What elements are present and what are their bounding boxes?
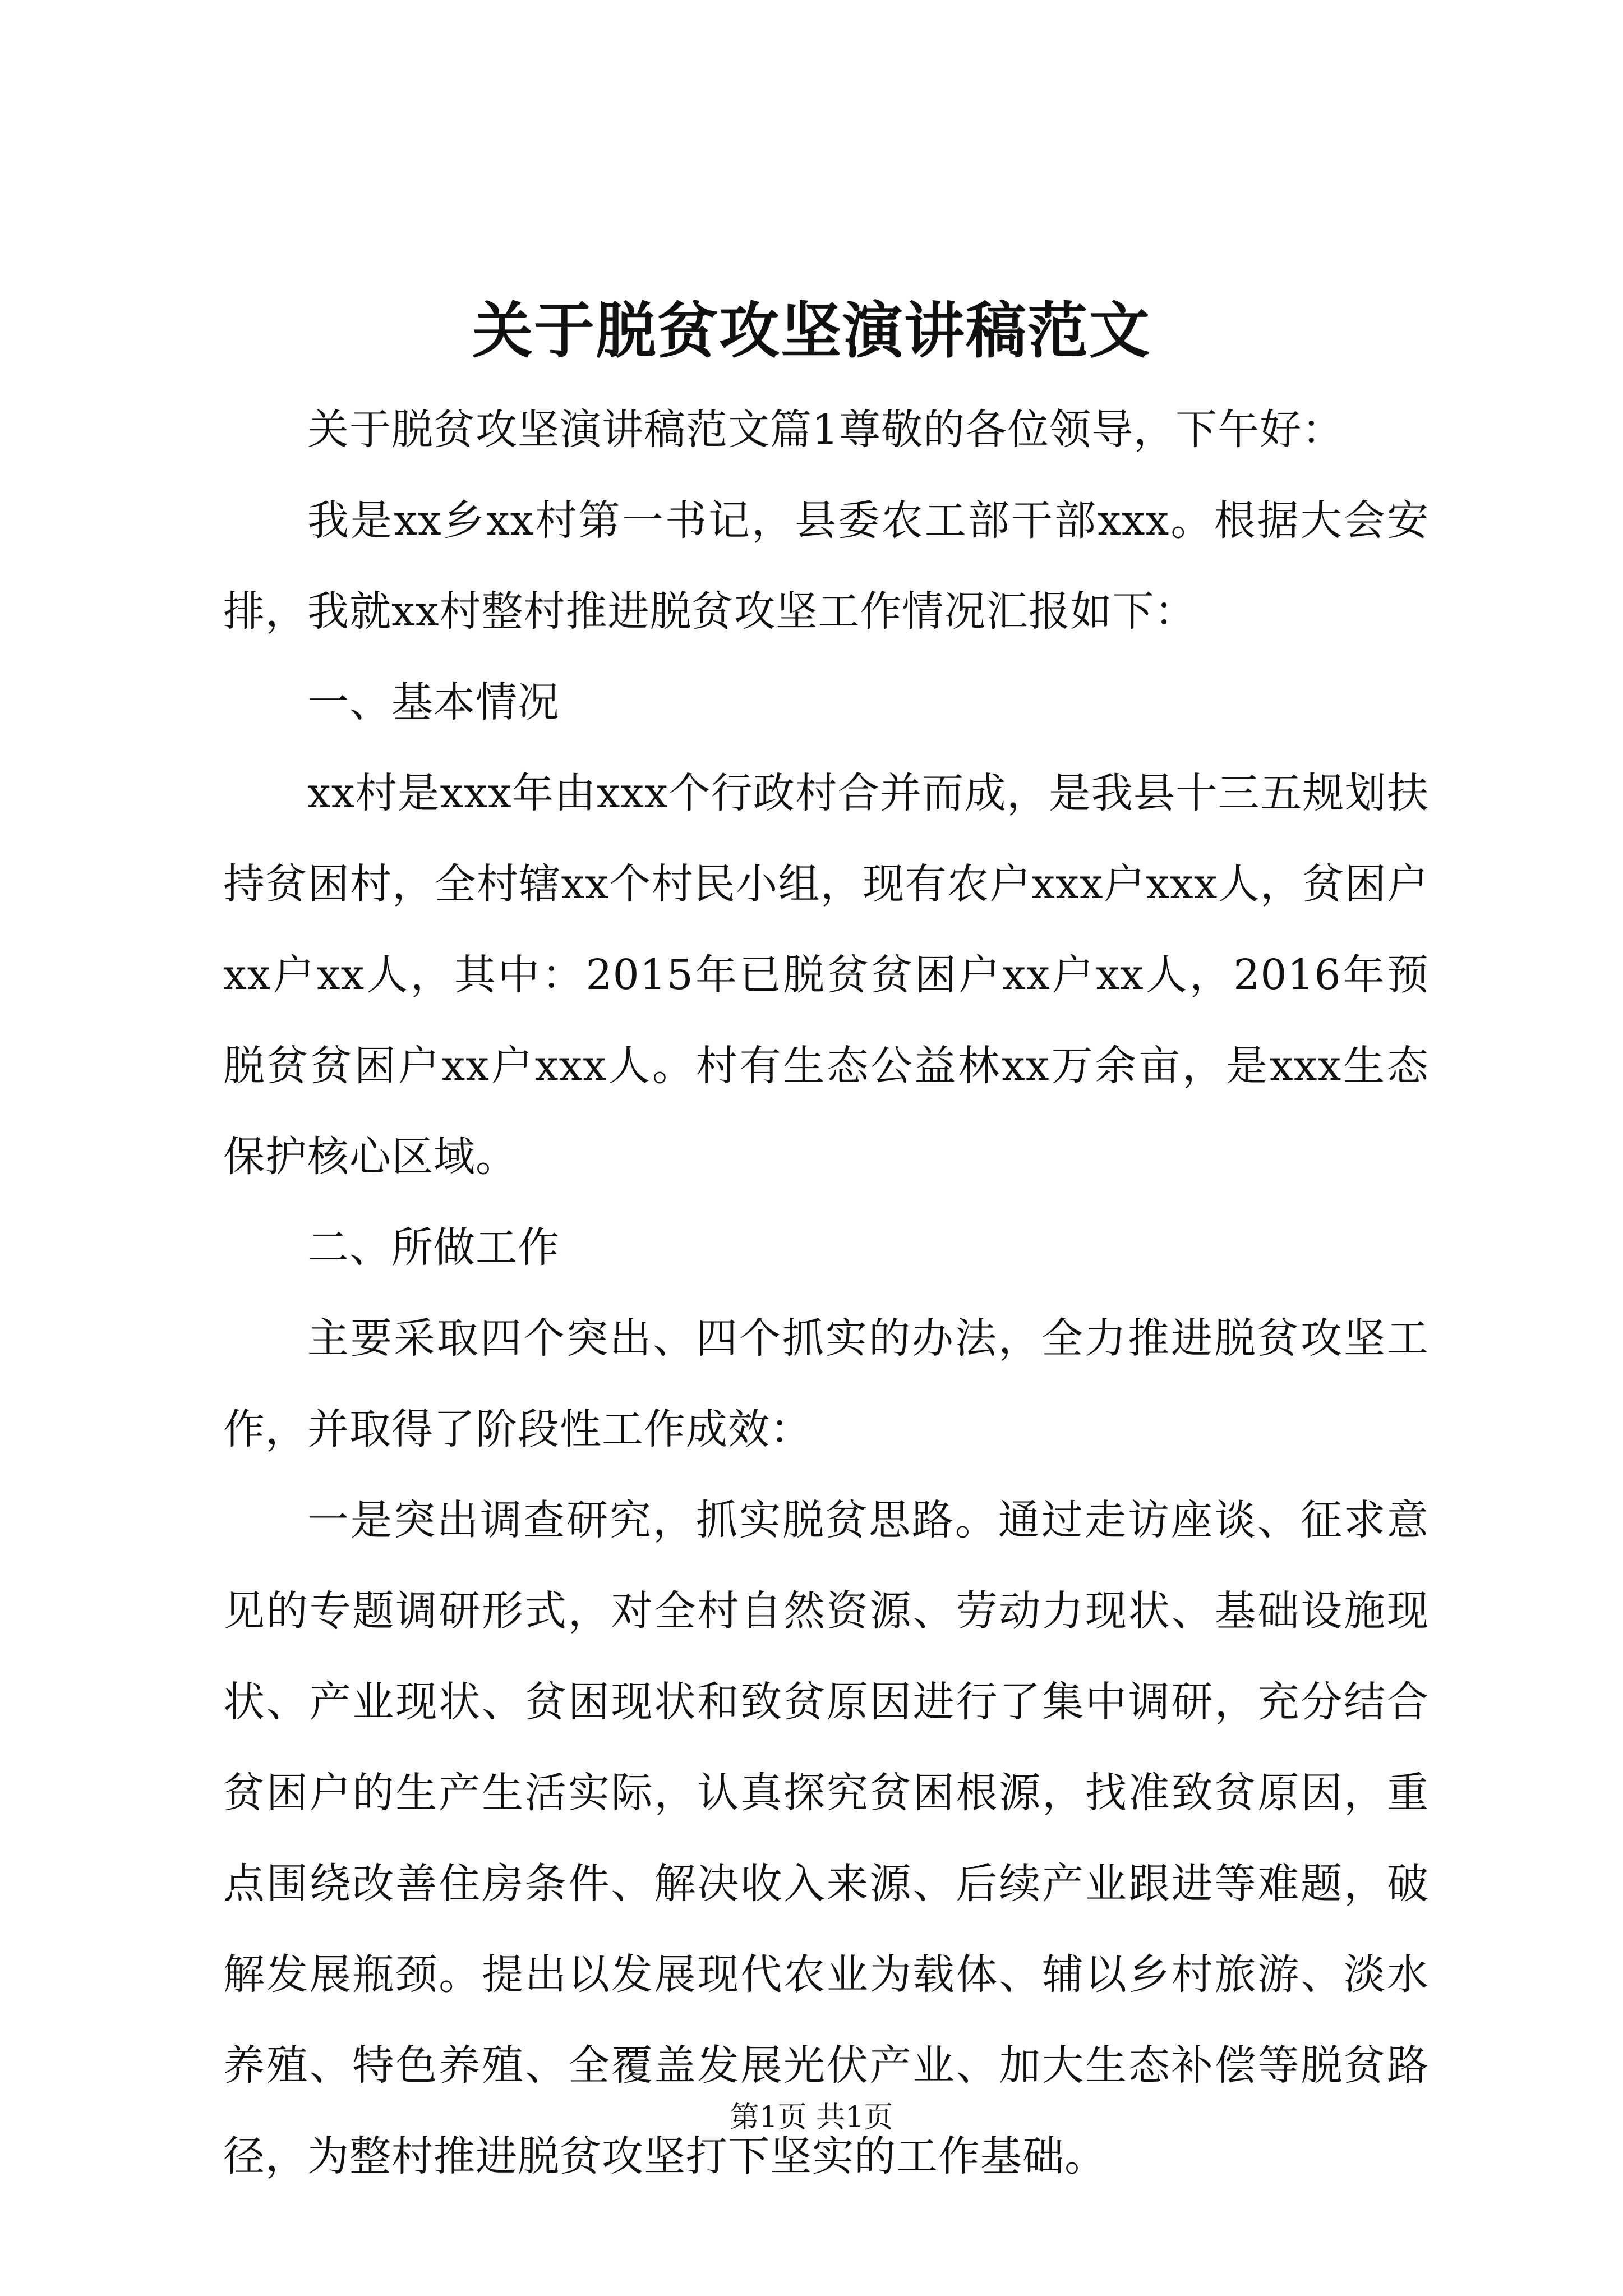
- paragraph-basic-situation: xx村是xxx年由xxx个行政村合并而成，是我县十三五规划扶持贫困村，全村辖xx个村民小组，现有农户xxx户xxx人，贫困户xx户xx人，其中：2015年已脱贫贫困户xx户xx人，2016年预脱贫贫困户xx户xxx人。村有生态公益林xx万余亩，是xxx生态保护核心区域。: [223, 769, 1429, 1181]
- section-heading-work-done: 二、所做工作: [307, 1223, 560, 1272]
- page-footer: 第1页 共1页: [730, 2101, 893, 2134]
- document-body: [223, 384, 1429, 2202]
- section-heading-basic-situation: 一、基本情况: [307, 678, 560, 726]
- paragraph-greeting: 关于脱贫攻坚演讲稿范文篇1尊敬的各位领导，下午好：: [307, 406, 1344, 454]
- document-title: 关于脱贫攻坚演讲稿范文: [472, 296, 1151, 366]
- paragraph-introduction: 我是xx乡xx村第一书记，县委农工部干部xxx。根据大会安排，我就xx村整村推进脱贫攻坚工作情况汇报如下：: [223, 496, 1429, 636]
- paragraph-investigation: 一是突出调查研究，抓实脱贫思路。通过走访座谈、征求意见的专题调研形式，对全村自然资源、劳动力现状、基础设施现状、产业现状、贫困现状和致贫原因进行了集中调研，充分结合贫困户的生产生活实际，认真探究贫困根源，找准致贫原因，重点围绕改善住房条件、解决收入来源、后续产业跟进等难题，破解发展瓶颈。提出以发展现代农业为载体、辅以乡村旅游、淡水养殖、特色养殖、全覆盖发展光伏产业、加大生态补偿等脱贫路径，为整村推进脱贫攻坚打下坚实的工作基础。: [223, 1496, 1429, 2180]
- paragraph-work-summary: 主要采取四个突出、四个抓实的办法，全力推进脱贫攻坚工作，并取得了阶段性工作成效：: [223, 1314, 1429, 1453]
